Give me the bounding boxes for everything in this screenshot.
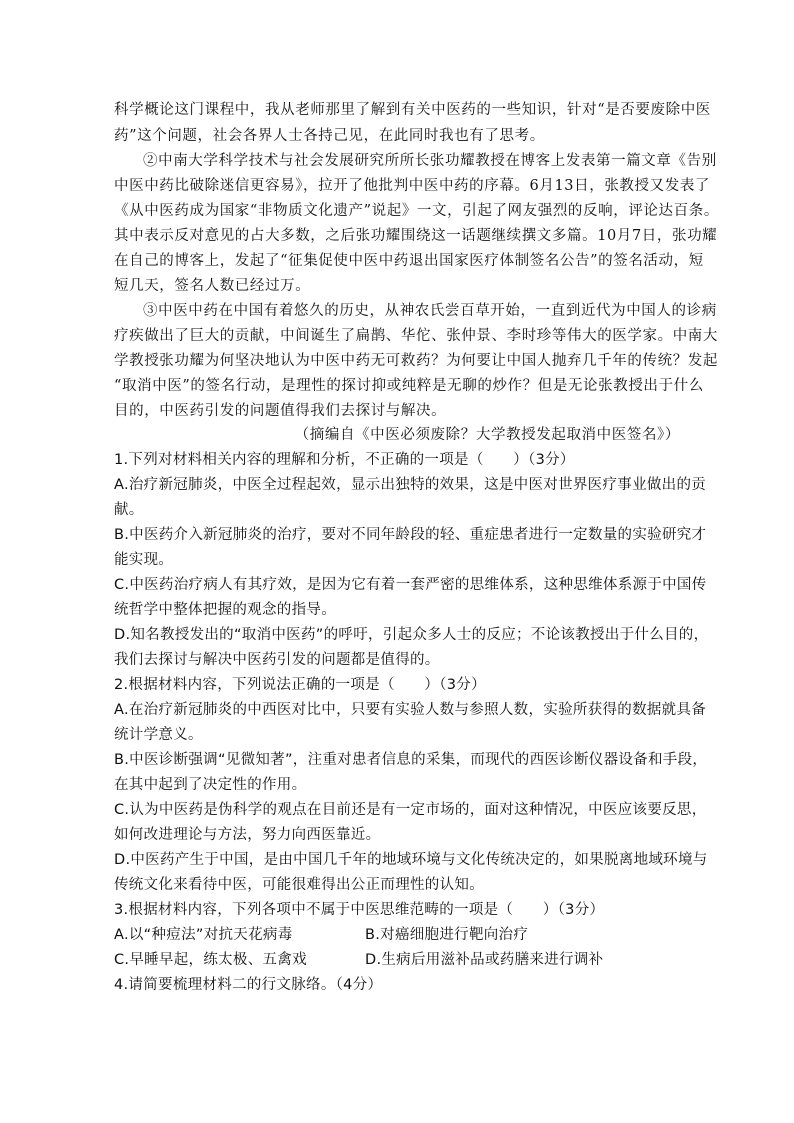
q2-option-a-line-1: A.在治疗新冠肺炎的中西医对比中，只要有实验人数与参照人数，实验所获得的数据就具备	[114, 702, 707, 718]
material-p2-line-1: ②中南大学科学技术与社会发展研究所所长张功耀教授在博客上发表第一篇文章《告别	[143, 153, 717, 169]
q1-option-b-line-1: B.中医药介入新冠肺炎的治疗，要对不同年龄段的轻、重症患者进行一定数量的实验研究才	[114, 527, 707, 543]
q1-option-d-line-2: 我们去探讨与解决中医药引发的问题都是值得的。	[114, 652, 440, 668]
material-p3-line-2: 疗疾做出了巨大的贡献，中间诞生了扁鹊、华佗、张仲景、李时珍等伟大的医学家。中南大	[114, 328, 718, 344]
material-p2-line-4: 其中表示反对意见的占大多数，之后张功耀围绕这一话题继续撰文多篇。10月7日，张功耀	[114, 228, 718, 244]
source-citation: （摘编自《中医必须废除？大学教授发起取消中医签名》）	[294, 427, 680, 443]
material-p2-line-2: 中医中药比破除迷信更容易》，拉开了他批判中医中药的序幕。6月13日，张教授又发表了	[114, 178, 711, 194]
material-p2-line-3: 《从中医药成为国家“非物质文化遗产”说起》一文，引起了网友强烈的反响，评论达百条。	[114, 203, 719, 219]
q1-option-a-line-2: 献。	[114, 502, 144, 518]
material-p3-line-3: 学教授张功耀为何坚决地认为中医中药无可救药？为何要让中国人抛弃几千年的传统？发起	[114, 353, 718, 369]
material-p2-line-5: 在自己的博客上，发起了“征集促使中医中药退出国家医疗体制签名公告”的签名活动，短	[114, 253, 704, 269]
material-p2-line-6: 短几天，签名人数已经过万。	[114, 278, 311, 294]
q1-option-d-line-1: D.知名教授发出的“取消中医药”的呼吁，引起众多人士的反应；不论该教授出于什么目的，	[114, 627, 709, 643]
q1-option-b-line-2: 能实现。	[114, 552, 174, 568]
q2-option-c-line-2: 如何改进理论与方法，努力向西医靠近。	[114, 827, 381, 843]
q3-option-d: D.生病后用滋补品或药膳来进行调补	[365, 952, 604, 968]
q2-option-b-line-2: 在其中起到了决定性的作用。	[114, 777, 307, 793]
q1-option-a-line-1: A.治疗新冠肺炎，中医全过程起效，显示出独特的效果，这是中医对世界医疗事业做出的贡	[114, 477, 707, 493]
q2-option-b-line-1: B.中医诊断强调“见微知著”，注重对患者信息的采集，而现代的西医诊断仪器设备和手段，	[114, 752, 708, 768]
material-p3-line-1: ③中医中药在中国有着悠久的历史，从神农氏尝百草开始，一直到近代为中国人的诊病	[143, 303, 717, 319]
q3-option-c: C.早睡早起，练太极、五禽戏	[114, 952, 307, 968]
q3-option-a: A.以“种痘法”对抗天花病毒	[114, 927, 293, 943]
q2-option-d-line-2: 传统文化来看待中医，可能很难得出公正而理性的认知。	[114, 877, 484, 893]
q4-stem: 4.请简要梳理材料二的行文脉络。（4分）	[114, 977, 383, 993]
q1-option-c-line-2: 统哲学中整体把握的观念的指导。	[114, 602, 336, 618]
material-p3-line-5: 目的，中医药引发的问题值得我们去探讨与解决。	[114, 403, 447, 419]
q2-option-a-line-2: 统计学意义。	[114, 727, 203, 743]
q1-stem: 1.下列对材料相关内容的理解和分析，不正确的一项是（ ）（3分）	[114, 452, 575, 468]
material-p3-line-4: “取消中医”的签名行动，是理性的探讨抑或纯粹是无聊的炒作？但是无论张教授出于什么	[114, 378, 704, 394]
material-p1-line-2: 药”这个问题，社会各界人士各持己见，在此同时我也有了思考。	[114, 128, 545, 144]
q3-stem: 3.根据材料内容，下列各项中不属于中医思维范畴的一项是（ ）（3分）	[114, 902, 605, 918]
q2-stem: 2.根据材料内容，下列说法正确的一项是（ ）（3分）	[114, 677, 486, 693]
q2-option-c-line-1: C.认为中医药是伪科学的观点在目前还是有一定市场的，面对这种情况，中医应该要反思，	[114, 802, 707, 818]
q3-option-b: B.对癌细胞进行靶向治疗	[365, 927, 529, 943]
q1-option-c-line-1: C.中医药治疗病人有其疗效，是因为它有着一套严密的思维体系，这种思维体系源于中国传	[114, 577, 707, 593]
material-p1-line-1: 科学概论这门课程中，我从老师那里了解到有关中医药的一些知识，针对“是否要废除中医	[114, 102, 711, 118]
q2-option-d-line-1: D.中医药产生于中国，是由中国几千年的地域环境与文化传统决定的，如果脱离地域环境与	[114, 852, 708, 868]
